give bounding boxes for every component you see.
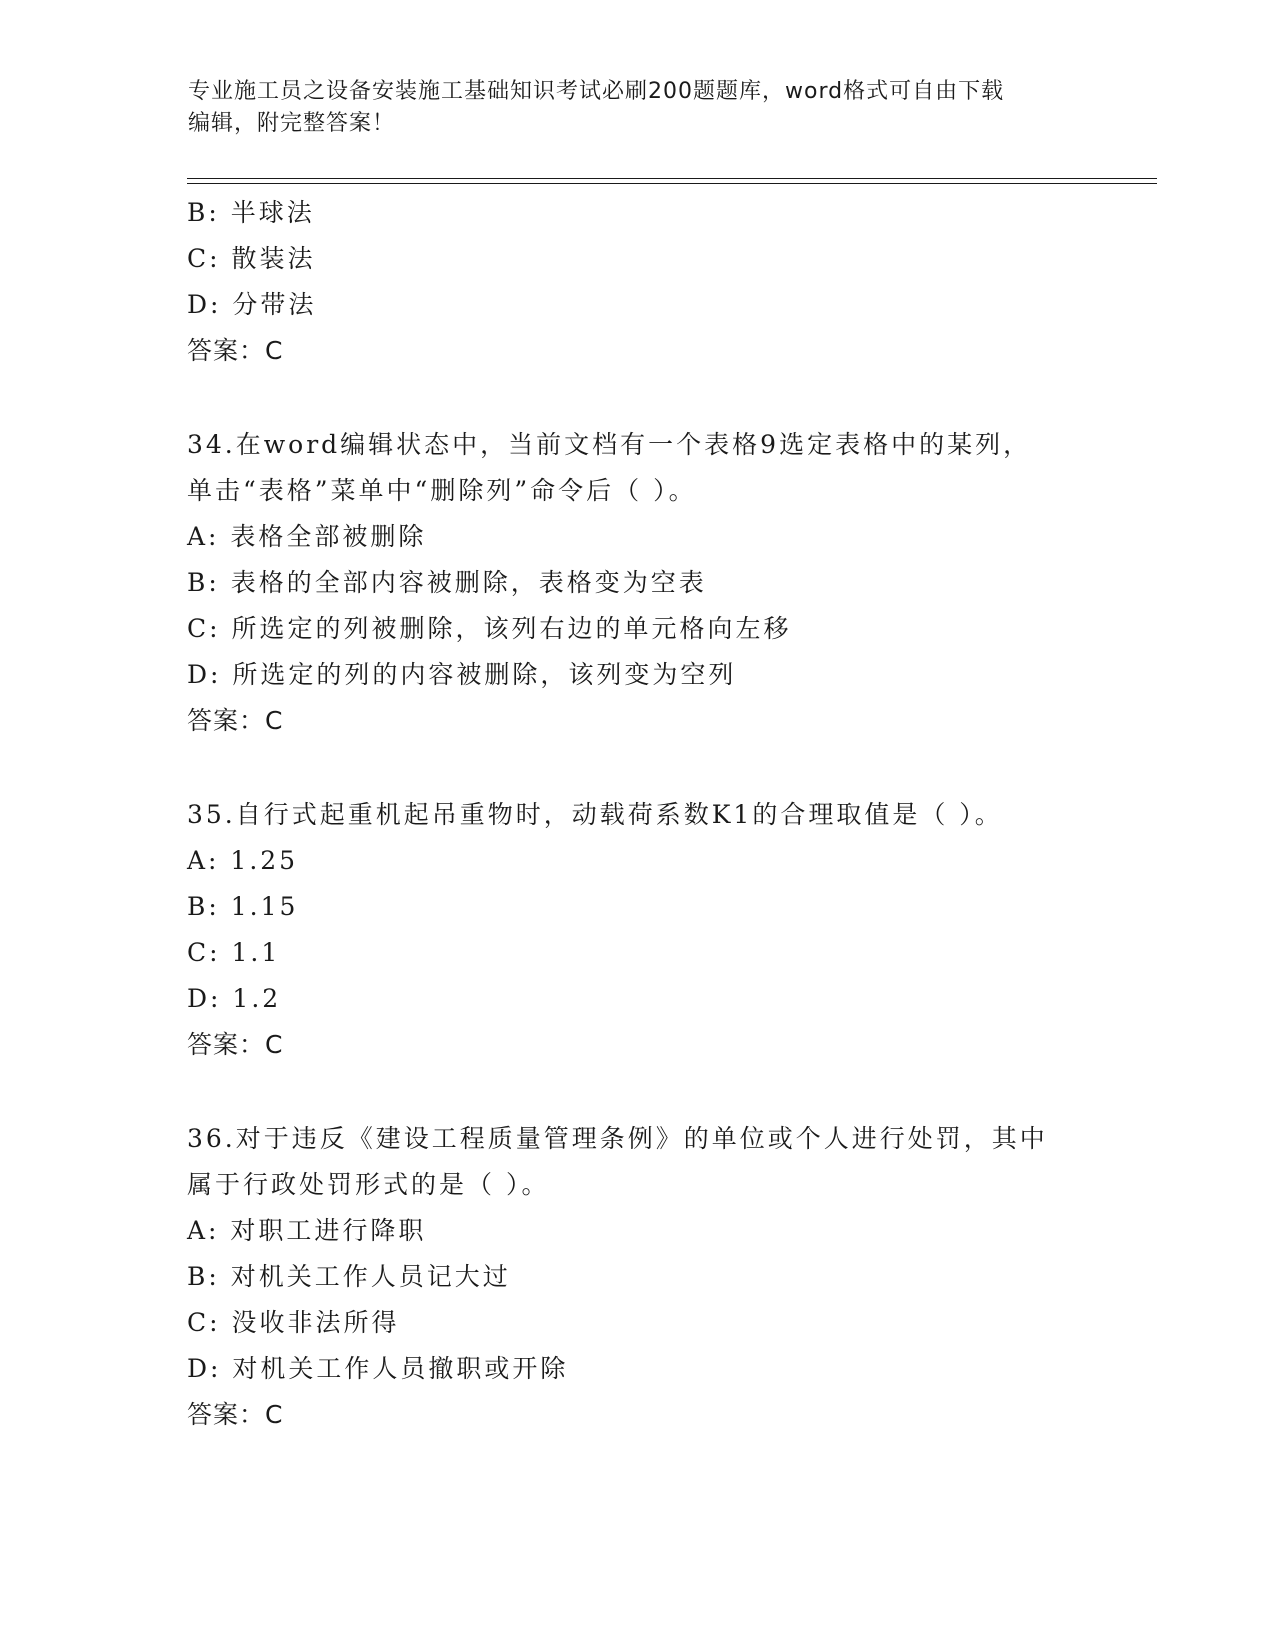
answer-line: 答案：C [187, 1400, 284, 1429]
header-divider-top [187, 178, 1157, 179]
header-divider-bottom [187, 183, 1157, 184]
question-stem-line-1: 35.自行式起重机起吊重物时，动载荷系数K1的合理取值是（ ）。 [187, 800, 1003, 829]
question-34 [187, 422, 1087, 744]
option-d: D: 分带法 [187, 290, 317, 319]
question-36 [187, 1116, 1087, 1438]
question-stem-line-2: 属于行政处罚形式的是（ ）。 [187, 1170, 550, 1199]
option-c: C: 散装法 [187, 244, 316, 273]
option-a: A: 表格全部被删除 [187, 522, 427, 551]
option-a: A: 1.25 [187, 846, 299, 875]
option-d: D: 1.2 [187, 984, 282, 1013]
option-b: B: 1.15 [187, 892, 299, 921]
header-line-1: 专业施工员之设备安装施工基础知识考试必刷200题题库，word格式可自由下载 [188, 79, 1005, 104]
document-body [187, 190, 1087, 1438]
option-b: B: 表格的全部内容被删除，表格变为空表 [187, 568, 707, 597]
option-c: C: 没收非法所得 [187, 1308, 400, 1337]
answer-line: 答案：C [187, 336, 284, 365]
option-c: C: 所选定的列被删除，该列右边的单元格向左移 [187, 614, 792, 643]
header-line-2: 编辑，附完整答案！ [188, 111, 396, 136]
answer-line: 答案：C [187, 706, 284, 735]
question-stem-line-2: 单击“表格”菜单中“删除列”命令后（ ）。 [187, 476, 697, 505]
option-c: C: 1.1 [187, 938, 281, 967]
answer-line: 答案：C [187, 1030, 284, 1059]
question-33-tail [187, 190, 1087, 374]
option-b: B: 半球法 [187, 198, 315, 227]
option-d: D: 所选定的列的内容被删除，该列变为空列 [187, 660, 737, 689]
option-a: A: 对职工进行降职 [187, 1216, 427, 1245]
question-stem-line-1: 36.对于违反《建设工程质量管理条例》的单位或个人进行处罚，其中 [187, 1124, 1048, 1153]
document-header [188, 76, 1088, 140]
question-stem-line-1: 34.在word编辑状态中，当前文档有一个表格9选定表格中的某列， [187, 430, 1032, 459]
option-d: D: 对机关工作人员撤职或开除 [187, 1354, 569, 1383]
option-b: B: 对机关工作人员记大过 [187, 1262, 511, 1291]
question-35 [187, 792, 1087, 1068]
